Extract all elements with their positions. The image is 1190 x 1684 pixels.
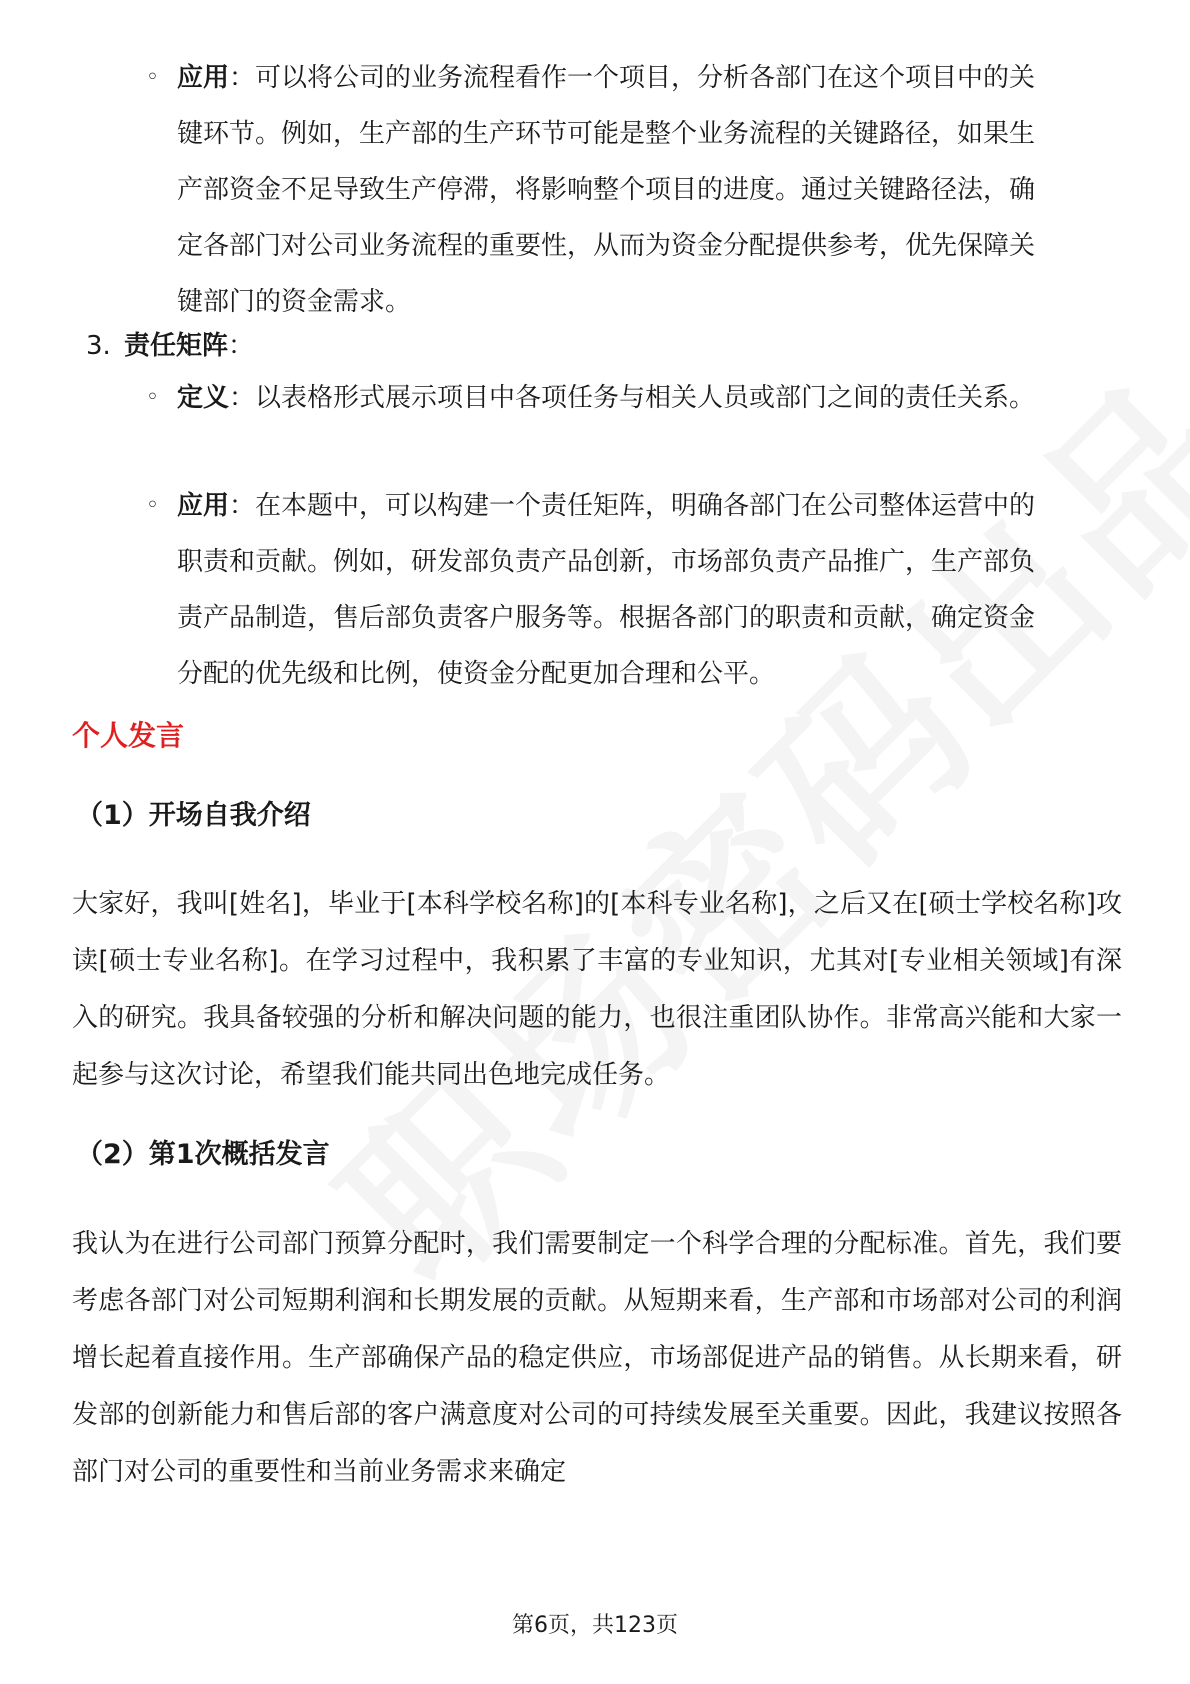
label-colon: ： (229, 491, 256, 521)
ram-application-text: 在本题中，可以构建一个责任矩阵，明确各部门在公司整体运营中的职责和贡献。例如，研发部负责产品创新，市场部负责产品推广，生产部负责产品制造，售后部负责客户服务等。根据各部门的职责和贡献，确定资金分配的优先级和比例，使资金分配更加合理和公平。 (177, 491, 1036, 689)
label-colon: ： (228, 331, 255, 361)
label-colon: ： (229, 383, 256, 413)
first-summary-subheading: （2）第1次概括发言 (76, 1139, 330, 1170)
ram-definition-text: 以表格形式展示项目中各项任务与相关人员或部门之间的责任关系。 (255, 383, 1036, 413)
ram-application-body (177, 478, 1057, 702)
first-summary-paragraph: 我认为在进行公司部门预算分配时，我们需要制定一个科学合理的分配标准。首先，我们要考虑各部门对公司短期利润和长期发展的贡献。从短期来看，生产部和市场部对公司的利润增长起着直接作用。生产部确保产品的稳定供应，市场部促进产品的销售。从长期来看，研发部的创新能力和售后部的客户满意度对公司的可持续发展至关重要。因此，我建议按照各部门对公司的重要性和当前业务需求来确定 (72, 1229, 1122, 1487)
list-item-label: 责任矩阵 (124, 331, 229, 361)
cpm-application-body (177, 50, 1057, 330)
intro-subheading: （1）开场自我介绍 (76, 800, 311, 831)
cpm-application-text: 可以将公司的业务流程看作一个项目，分析各部门在这个项目中的关键环节。例如，生产部的生产环节可能是整个业务流程的关键路径，如果生产部资金不足导致生产停滞，将影响整个项目的进度。通过关键路径法，确定各部门对公司业务流程的重要性，从而为资金分配提供参考，优先保障关键部门的资金需求。 (177, 63, 1036, 317)
ram-definition-label: 定义 (177, 383, 230, 413)
intro-paragraph: 大家好，我叫[姓名]，毕业于[本科学校名称]的[本科专业名称]，之后又在[硕士学校名称]攻读[硕士专业名称]。在学习过程中，我积累了丰富的专业知识，尤其对[专业相关领域]有深入的研究。我具备较强的分析和解决问题的能力，也很注重团队协作。非常高兴能和大家一起参与这次讨论，希望我们能共同出色地完成任务。 (72, 889, 1122, 1090)
ram-definition-body (177, 370, 1057, 426)
list-item-3 (86, 318, 254, 374)
hollow-bullet-icon: ◦ (146, 493, 159, 518)
label-colon: ： (229, 63, 256, 93)
page-number-footer: 第6页，共123页 (512, 1613, 678, 1638)
section-heading: 个人发言 (72, 719, 185, 752)
cpm-application-label: 应用 (177, 63, 230, 93)
hollow-bullet-icon: ◦ (146, 65, 159, 90)
list-item-number: 3. (86, 331, 111, 361)
ram-application-label: 应用 (177, 491, 230, 521)
hollow-bullet-icon: ◦ (146, 385, 159, 410)
